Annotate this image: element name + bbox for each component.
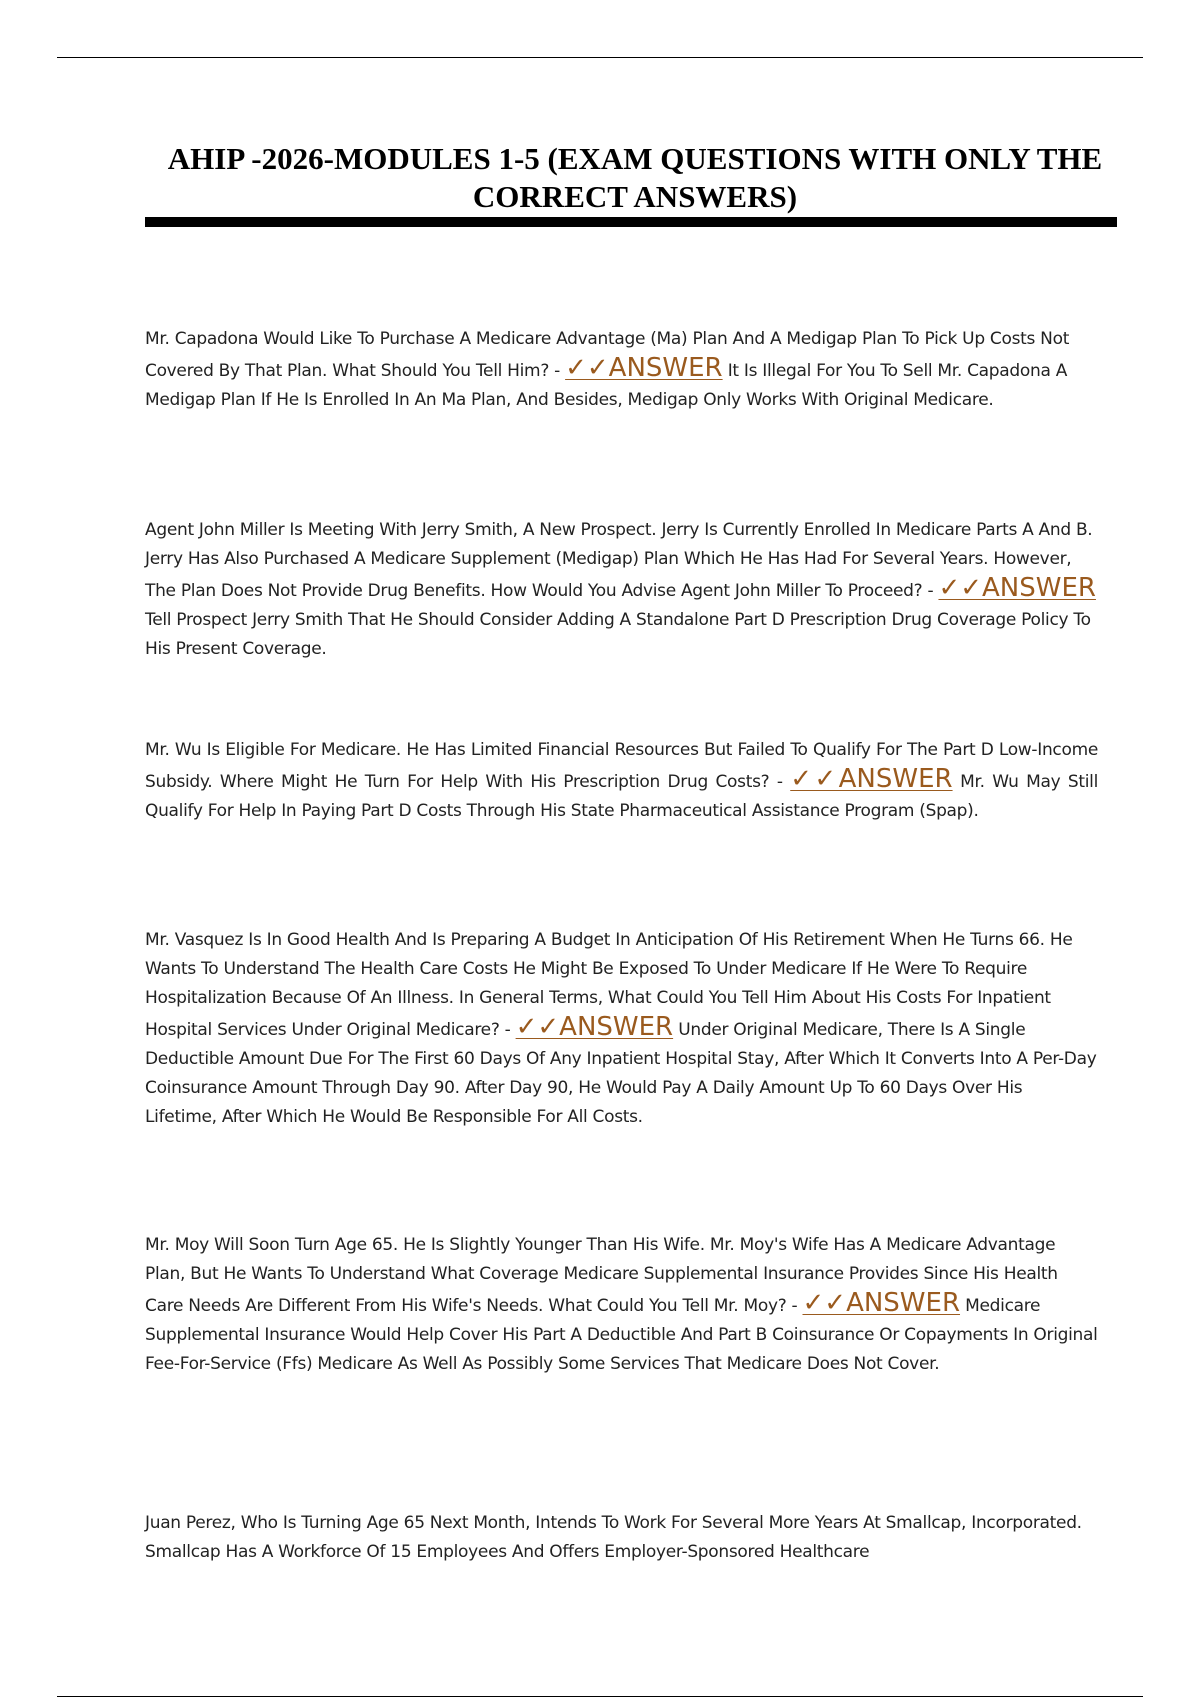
qa-item-6 xyxy=(145,1509,1098,1567)
answer-text: It Is Illegal For You To Sell Mr. Capadona A Medigap Plan If He Is Enrolled In An Ma Plan, And Besides, Medigap Only Works With Original Medicare. xyxy=(145,361,1068,410)
document-title: AHIP -2026-MODULES 1-5 (EXAM QUESTIONS WITH ONLY THE CORRECT ANSWERS) xyxy=(167,141,1103,214)
qa-item-1 xyxy=(145,325,1098,415)
answer-marker: ✓✓ANSWER xyxy=(515,1012,674,1042)
title-underline-bar xyxy=(145,217,1117,227)
question-text: Mr. Capadona Would Like To Purchase A Medicare Advantage (Ma) Plan And A Medigap Plan To Pick Up Costs Not Covered By That Plan. What Should You Tell Him? - xyxy=(145,329,1070,381)
question-text: Juan Perez, Who Is Turning Age 65 Next Month, Intends To Work For Several More Years At Smallcap, Incorporated. Smallcap Has A Workforce Of 15 Employees And Offers Employer-Sponsored Healthcare xyxy=(145,1513,1082,1562)
qa-item-3 xyxy=(145,736,1098,826)
answer-text: Under Original Medicare, There Is A Single Deductible Amount Due For The First 60 Days Of Any Inpatient Hospital Stay, After Which It Converts Into A Per-Day Coinsurance Amount Through Day 90. After Day 90, He Would Pay A Daily Amount Up To 60 Days Over His Lifetime, After Which He Would Be Responsible For All Costs. xyxy=(145,1020,1097,1127)
answer-marker: ✓✓ANSWER xyxy=(565,353,723,383)
header-rule xyxy=(57,57,1143,58)
answer-text: Mr. Wu May Still Qualify For Help In Paying Part D Costs Through His State Pharmaceutical Assistance Program (Spap). xyxy=(145,772,1098,821)
qa-item-4 xyxy=(145,926,1098,1132)
question-text: Mr. Wu Is Eligible For Medicare. He Has Limited Financial Resources But Failed To Qualify For The Part D Low-Income Subsidy. Where Might He Turn For Help With His Prescription Drug Costs? - xyxy=(145,740,1098,792)
answer-marker: ✓✓ANSWER xyxy=(938,573,1096,603)
question-text: Mr. Moy Will Soon Turn Age 65. He Is Slightly Younger Than His Wife. Mr. Moy's Wife Has A Medicare Advantage Plan, But He Wants To Understand What Coverage Medicare Supplemental Insurance Provides Since His Health Care Needs Are Different From His Wife's Needs. What Could You Tell Mr. Moy? - xyxy=(145,1235,1058,1316)
question-text: Agent John Miller Is Meeting With Jerry Smith, A New Prospect. Jerry Is Currently Enrolled In Medicare Parts A And B. Jerry Has Also Purchased A Medicare Supplement (Medigap) Plan Which He Has Had For Several Years. However, The Plan Does Not Provide Drug Benefits. How Would You Advise Agent John Miller To Proceed? - xyxy=(145,520,1093,601)
answer-text: Medicare Supplemental Insurance Would Help Cover His Part A Deductible And Part B Coinsurance Or Copayments In Original Fee-For-Service (Ffs) Medicare As Well As Possibly Some Services That Medicare Does Not Cover. xyxy=(145,1296,1098,1374)
answer-marker: ✓✓ANSWER xyxy=(802,1288,961,1318)
question-text: Mr. Vasquez Is In Good Health And Is Preparing A Budget In Anticipation Of His Retirement When He Turns 66. He Wants To Understand The Health Care Costs He Might Be Exposed To Under Medicare If He Were To Require Hospitalization Because Of An Illness. In General Terms, What Could You Tell Him About His Costs For Inpatient Hospital Services Under Original Medicare? - xyxy=(145,930,1073,1040)
qa-item-5 xyxy=(145,1231,1098,1379)
qa-item-2 xyxy=(145,516,1098,664)
answer-marker: ✓✓ANSWER xyxy=(790,764,953,794)
footer-rule xyxy=(57,1696,1143,1697)
answer-text: Tell Prospect Jerry Smith That He Should Consider Adding A Standalone Part D Prescription Drug Coverage Policy To His Present Coverage. xyxy=(145,610,1091,659)
